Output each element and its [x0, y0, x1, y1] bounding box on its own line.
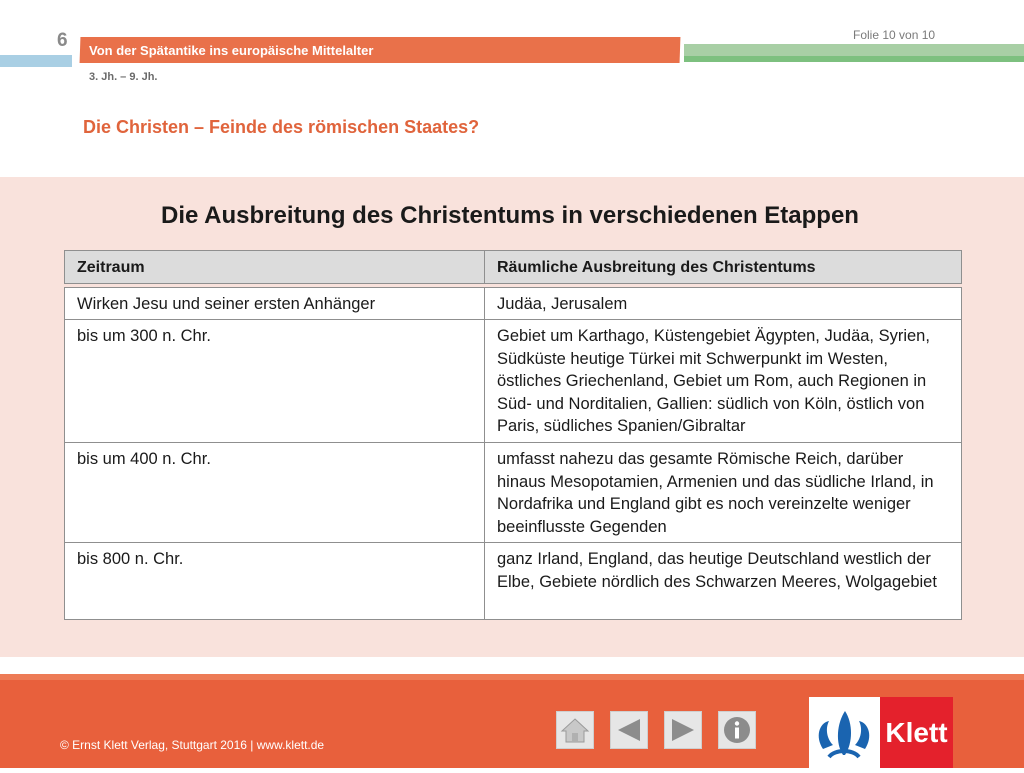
logo-text: Klett: [885, 716, 948, 748]
cell-period: Wirken Jesu und seiner ersten Anhänger: [65, 288, 485, 319]
spread-table: [64, 287, 962, 620]
home-icon: [560, 715, 590, 745]
info-icon: [722, 715, 752, 745]
table-row: [65, 543, 961, 619]
period-label: 3. Jh. – 9. Jh.: [89, 71, 158, 83]
cell-period: bis um 300 n. Chr.: [65, 320, 485, 442]
chapter-number: 6: [57, 30, 68, 51]
info-button[interactable]: [718, 711, 756, 749]
previous-icon: [614, 715, 644, 745]
next-button[interactable]: [664, 711, 702, 749]
cell-spread: ganz Irland, England, das heutige Deutschland westlich der Elbe, Gebiete nördlich des Schwarzen Meeres, Wolgagebiet: [497, 550, 937, 591]
next-icon: [668, 715, 698, 745]
klett-logo-wordmark: [880, 697, 953, 768]
table-header: [64, 250, 962, 284]
home-button[interactable]: [556, 711, 594, 749]
previous-button[interactable]: [610, 711, 648, 749]
table-row: [65, 443, 961, 543]
header-stripe-green-dark: [684, 56, 1024, 62]
slide-counter: Folie 10 von 10: [853, 28, 936, 42]
slide-title: Die Ausbreitung des Christentums in verschiedenen Etappen: [161, 202, 859, 229]
table-row: [65, 320, 961, 443]
cell-spread: umfasst nahezu das gesamte Römische Reich, darüber hinaus Mesopotamien, Armenien und das südliche Irland, in Nordafrika und England gibt es noch vereinzelte weniger beeinflusste Gegenden: [497, 450, 934, 536]
column-header-period: Zeitraum: [65, 251, 485, 283]
column-header-spread: Räumliche Ausbreitung des Christentums: [497, 259, 816, 276]
cell-period: bis 800 n. Chr.: [65, 543, 485, 619]
cell-spread: Judäa, Jerusalem: [497, 295, 628, 313]
table-row: [65, 288, 961, 320]
header-stripe-blue: [0, 55, 72, 67]
cell-spread: Gebiet um Karthago, Küstengebiet Ägypten, Judäa, Syrien, Südküste heutige Türkei mit Schwerpunkt im Westen, östliches Griechenland, Gebiet um Rom, auch Regionen in Süd- und Norditalien, Gallien: südlich von Köln, östlich von Paris, südliches Spanien/Gibraltar: [497, 327, 930, 435]
cell-period: bis um 400 n. Chr.: [65, 443, 485, 542]
header-stripe-green: [684, 44, 1024, 56]
topic-heading: Die Christen – Feinde des römischen Staates?: [83, 117, 480, 137]
series-title: Von der Spätantike ins europäische Mittelalter: [89, 43, 374, 58]
klett-emblem-icon: [809, 697, 879, 768]
copyright-text: © Ernst Klett Verlag, Stuttgart 2016 | www.klett.de: [60, 738, 325, 752]
